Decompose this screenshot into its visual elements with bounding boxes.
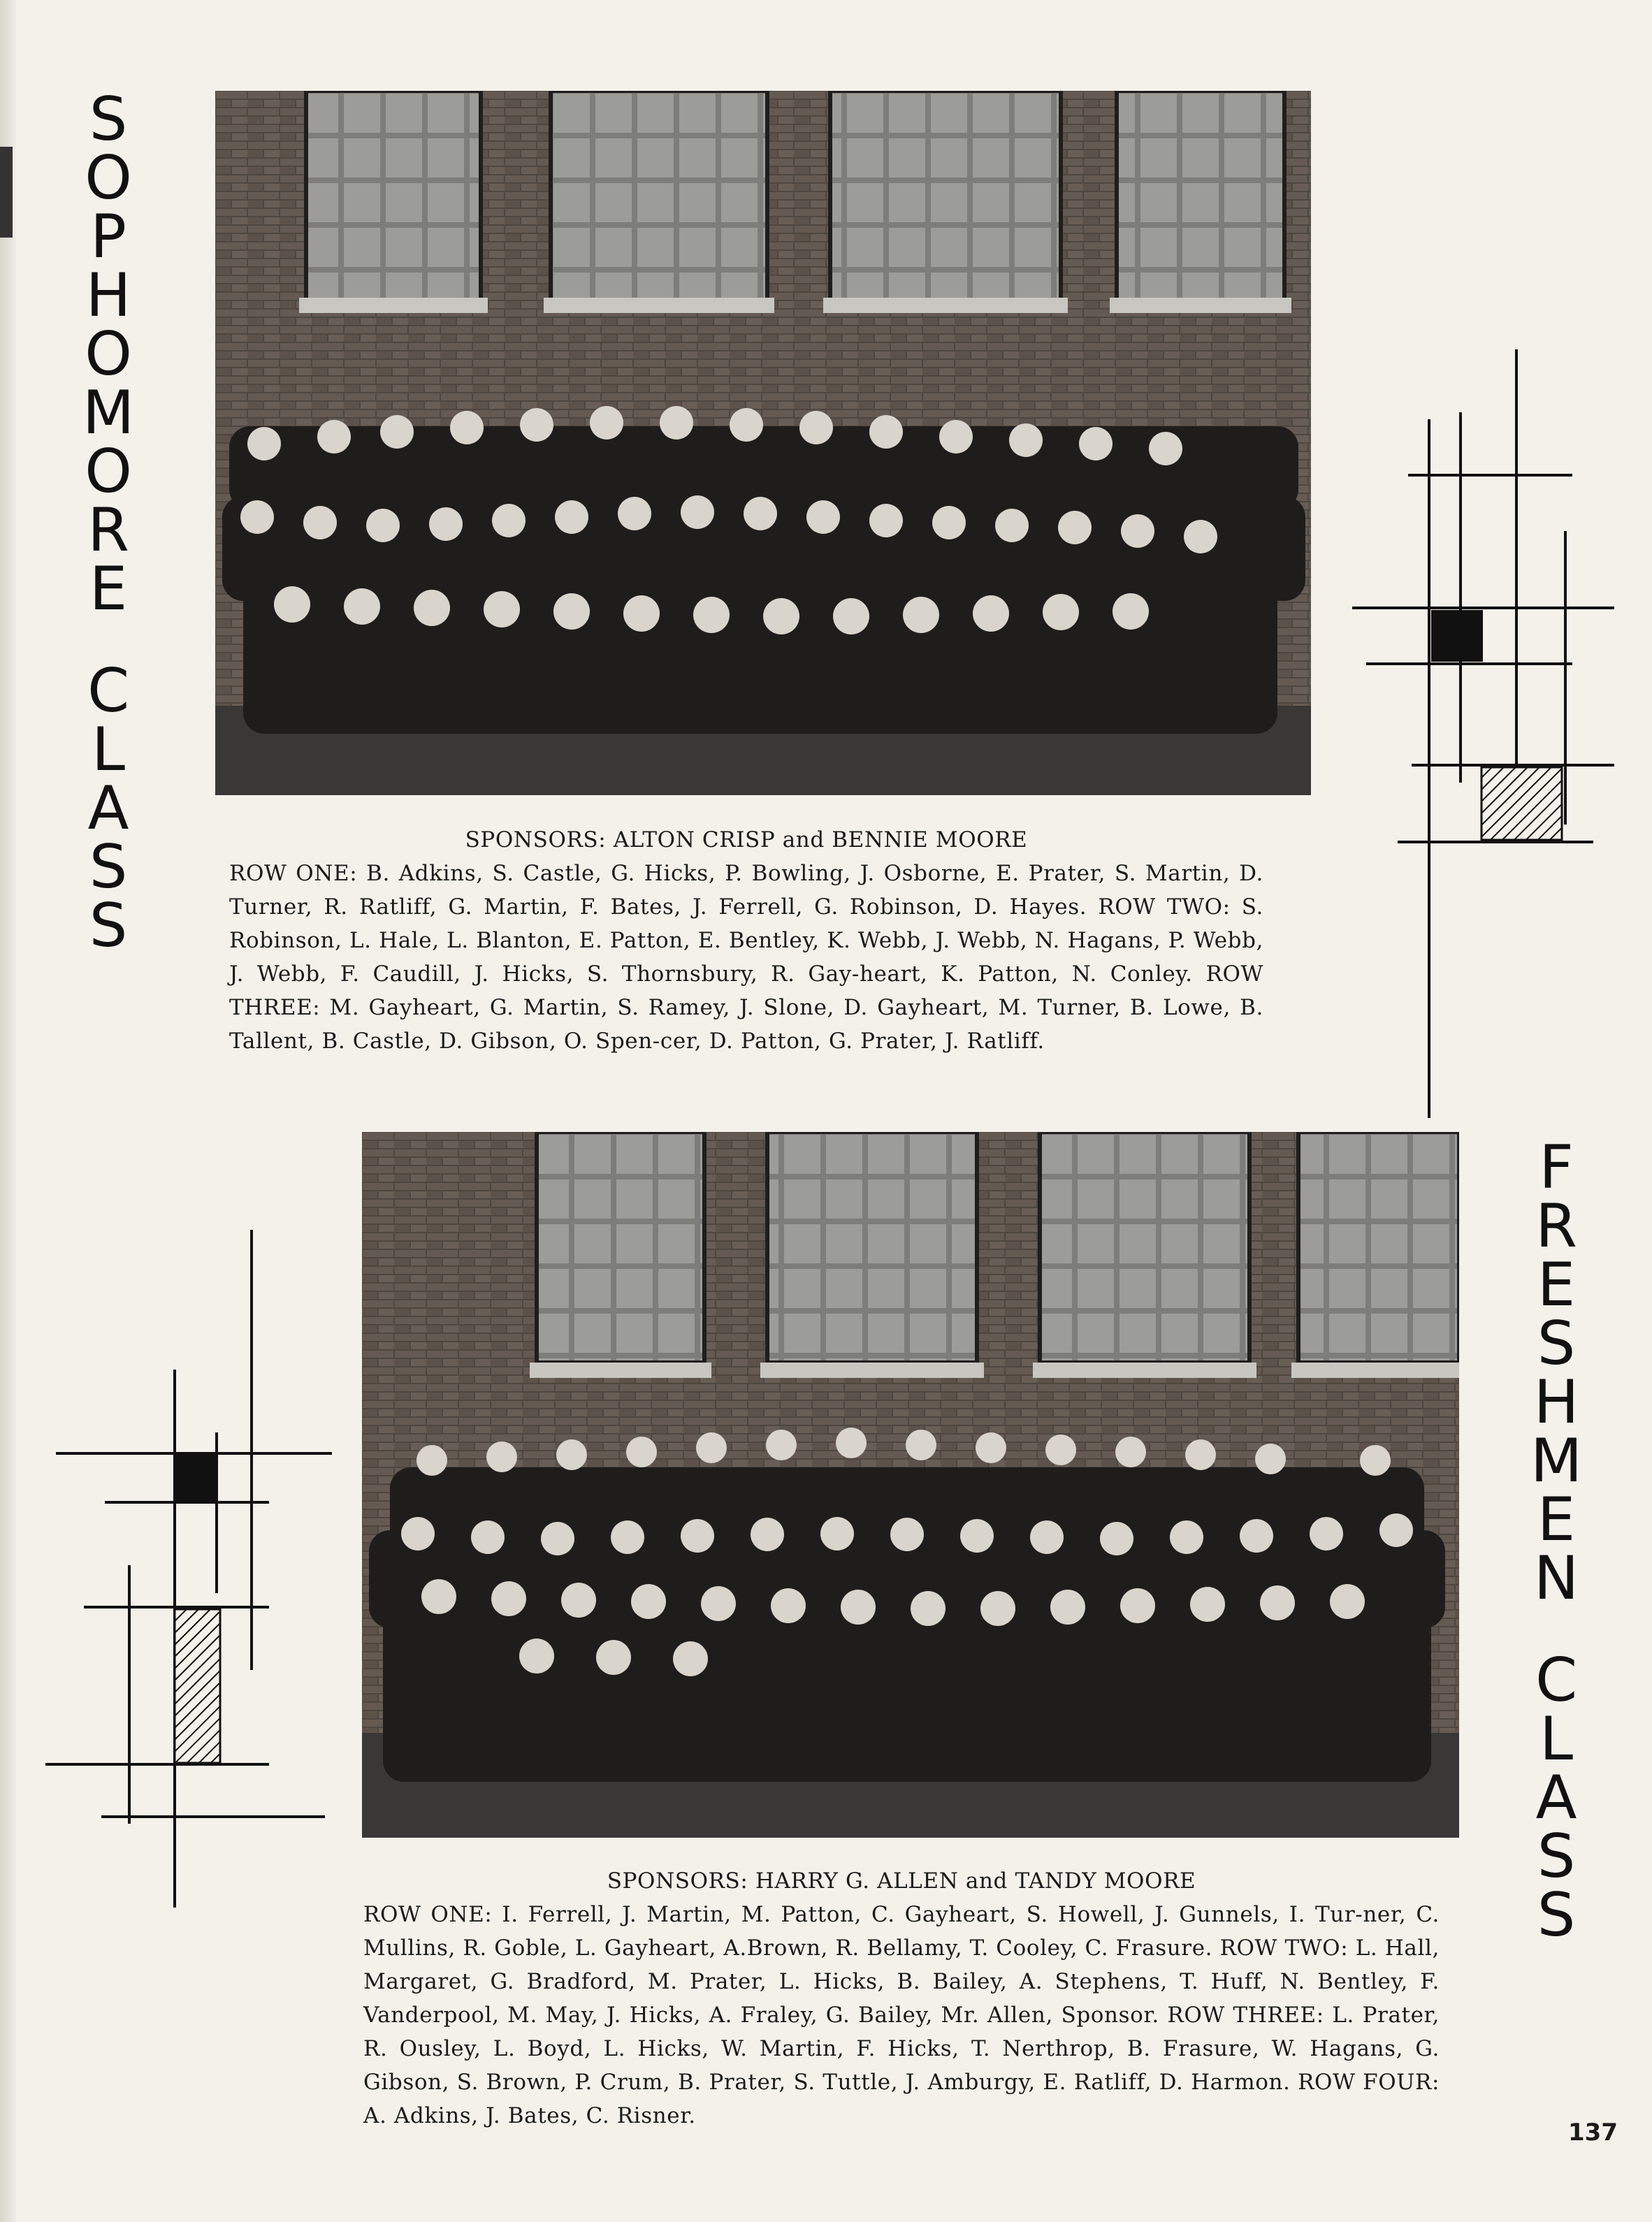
sophomore-title-letter: O <box>85 437 132 507</box>
freshmen-title-letter: F <box>1539 1133 1574 1203</box>
sophomore-title-letter: O <box>85 143 132 213</box>
sophomore-names: ROW ONE: B. Adkins, S. Castle, G. Hicks, P. Bowling, J. Osborne, E. Prater, S. Martin, D. Turner, R. Ratliff, G. Martin, F. Bates, J. Ferrell, G. Robinson, D. Hayes. ROW TWO: S. Robinson, L. Hale, L. Blanton, E. Patton, E. Bentley, K. Webb, J. Webb, N. Hagans, P. Webb, J. Webb, F. Caudill, J. Hicks, S. Thornsbury, R. Gay-heart, K. Patton, N. Conley. ROW THREE: M. Gayheart, G. Martin, S. Ramey, J. Slone, D. Gayheart, M. Turner, B. Lowe, B. Tallent, B. Castle, D. Gibson, O. Spen-cer, D. Patton, G. Prater, J. Ratliff. <box>229 861 1263 1054</box>
decorative-grid-left <box>38 1223 339 1908</box>
sophomore-title-letter: S <box>89 85 128 154</box>
freshmen-title-letter: H <box>1533 1367 1579 1437</box>
freshmen-title-letter: S <box>1537 1309 1576 1379</box>
sophomore-title-letter: S <box>89 832 128 902</box>
sophomore-title-letter: A <box>87 774 129 843</box>
freshmen-title-letter: C <box>1535 1646 1578 1715</box>
freshmen-title-letter: R <box>1535 1191 1577 1261</box>
sophomore-class-title <box>82 85 135 961</box>
sophomore-title-letter: S <box>89 891 128 961</box>
freshmen-names: ROW ONE: I. Ferrell, J. Martin, M. Patton, C. Gayheart, S. Howell, J. Gunnels, I. Tur-ner, C. Mullins, R. Goble, L. Gayheart, A.Brown, R. Bellamy, T. Cooley, C. Frasure. ROW TWO: L. Hall, Margaret, G. Bradford, M. Prater, L. Hicks, B. Bailey, A. Stephens, T. Huff, N. Bentley, F. Vanderpool, M. May, J. Hicks, A. Fraley, G. Bailey, Mr. Allen, Sponsor. ROW THREE: L. Prater, R. Ousley, L. Boyd, L. Hicks, W. Martin, F. Hicks, T. Nerthrop, B. Frasure, W. Hagans, G. Gibson, S. Brown, P. Crum, B. Prater, S. Tuttle, J. Amburgy, E. Ratliff, D. Harmon. ROW FOUR: A. Adkins, J. Bates, C. Risner. <box>363 1902 1440 2128</box>
sophomore-sponsors: SPONSORS: ALTON CRISP and BENNIE MOORE <box>465 827 1028 852</box>
freshmen-class-photo <box>362 1132 1459 1838</box>
freshmen-title-letter: A <box>1535 1763 1577 1833</box>
freshmen-sponsors: SPONSORS: HARRY G. ALLEN and TANDY MOORE <box>607 1868 1196 1894</box>
binding-edge <box>0 0 15 2222</box>
sophomore-class-photo <box>215 91 1311 795</box>
sophomore-title-letter: O <box>85 319 132 389</box>
sophomore-title-letter: H <box>85 261 131 331</box>
freshmen-title-letter: L <box>1539 1704 1574 1774</box>
binding-tab <box>0 147 13 238</box>
sophomore-title-letter: C <box>87 656 130 726</box>
freshmen-caption <box>363 1864 1440 2133</box>
sophomore-title-letter: R <box>87 495 129 565</box>
freshmen-title-letter: N <box>1533 1544 1579 1613</box>
decorative-grid-right <box>1342 335 1635 1125</box>
freshmen-title-letter: S <box>1537 1822 1576 1891</box>
freshmen-title-letter: M <box>1530 1426 1583 1496</box>
freshmen-title-letter: E <box>1537 1250 1576 1320</box>
sophomore-title-letter: P <box>90 202 127 272</box>
freshmen-title-letter: E <box>1537 1485 1576 1555</box>
freshmen-class-title <box>1530 1133 1583 1950</box>
sophomore-title-letter: M <box>82 378 135 448</box>
sophomore-title-letter: E <box>89 554 128 624</box>
freshmen-title-letter: S <box>1537 1880 1576 1950</box>
sophomore-title-letter: L <box>92 715 126 785</box>
page-number: 137 <box>1568 2119 1618 2147</box>
sophomore-caption <box>229 823 1263 1058</box>
